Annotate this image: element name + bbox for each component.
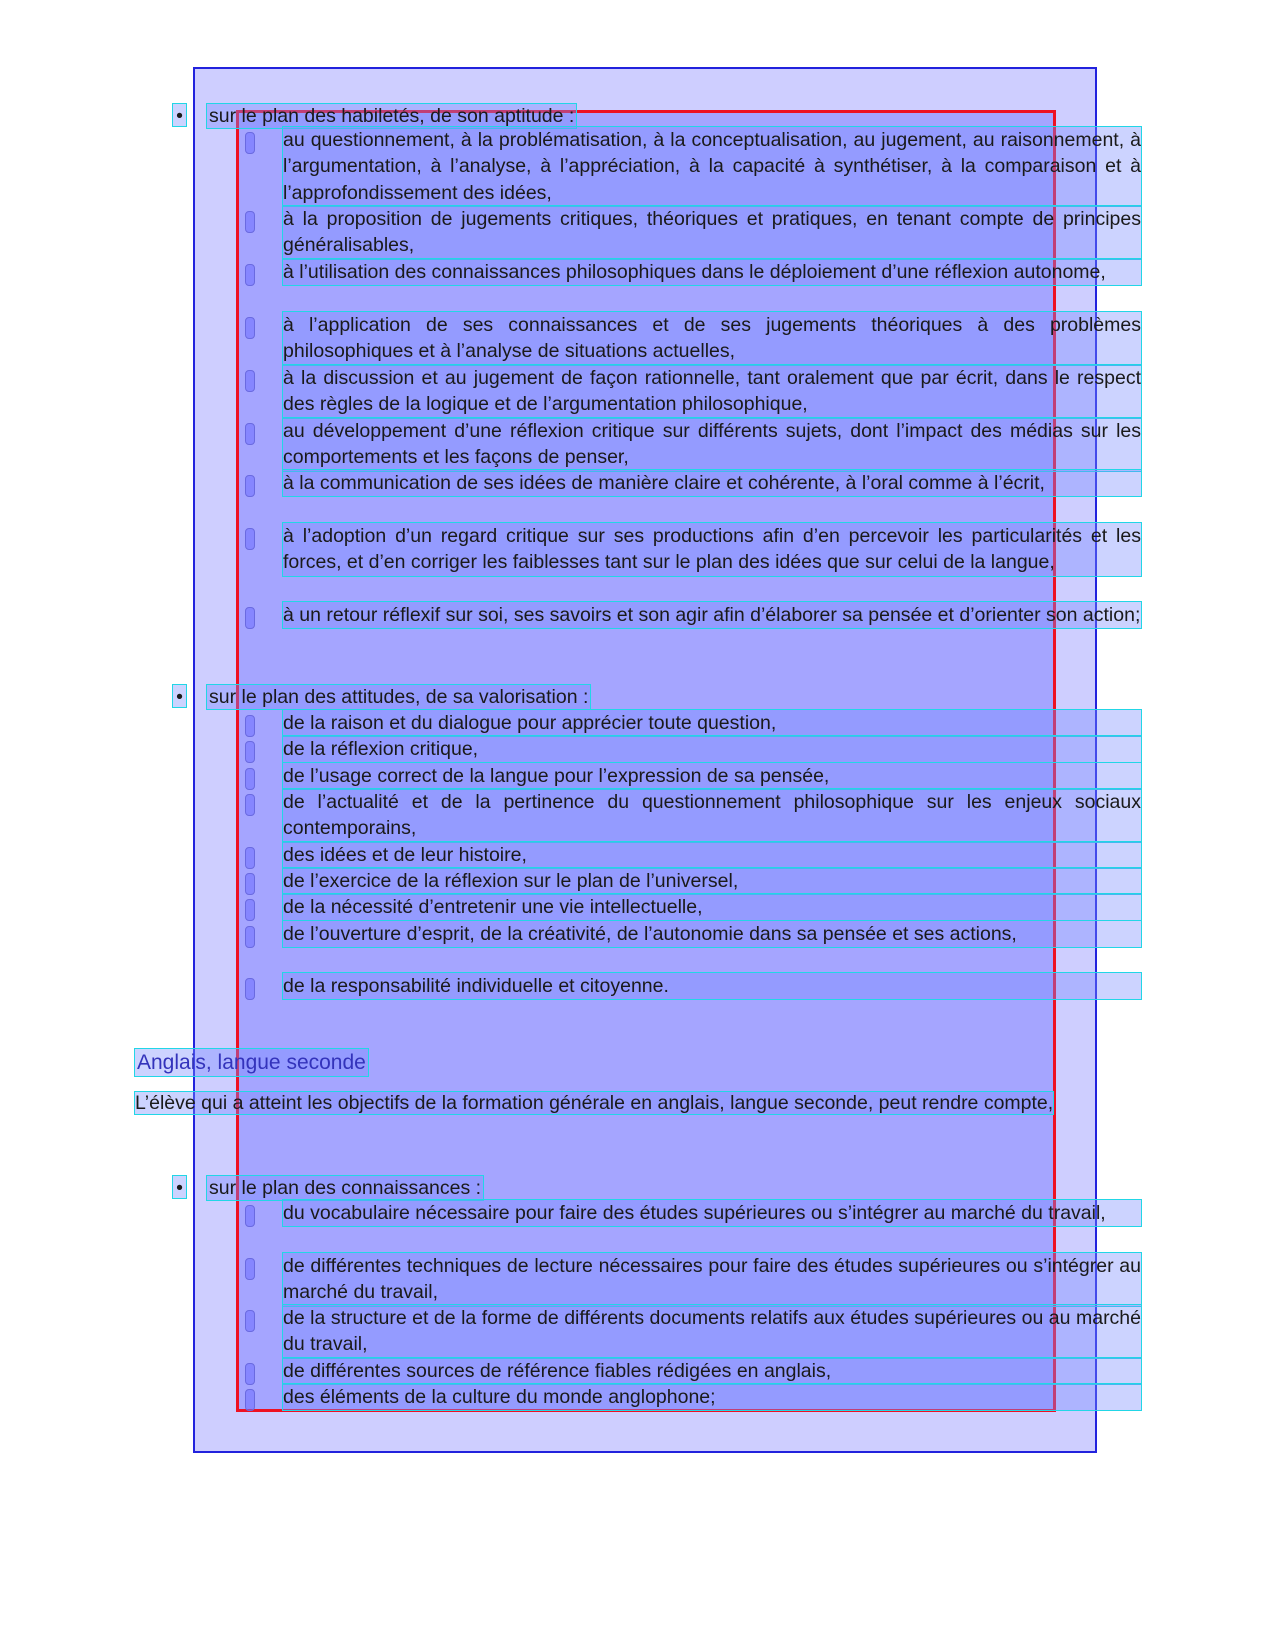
bullet-circle-icon (245, 1363, 255, 1385)
list-item: de la raison et du dialogue pour apprécier toute question, (283, 710, 1141, 736)
bullet-circle-icon (245, 528, 255, 550)
section-habiletes (173, 104, 1086, 128)
bullet-circle-icon (245, 847, 255, 869)
section-label: sur le plan des connaissances : (209, 1177, 482, 1199)
bullet-circle-icon (245, 1258, 255, 1280)
bullet-dot-icon: • (173, 1176, 186, 1198)
bullet-circle-icon (245, 317, 255, 339)
list-item: de l’exercice de la réflexion sur le plan de l’universel, (283, 868, 1141, 894)
list-item: à la discussion et au jugement de façon rationnelle, tant oralement que par écrit, dans le respect des règles de la logique et de l’argumentation philosophique, (283, 365, 1141, 418)
section-label: sur le plan des habiletés, de son aptitude : (209, 105, 575, 127)
list-item: du vocabulaire nécessaire pour faire des études supérieures ou s’intégrer au marché du travail, (283, 1200, 1141, 1226)
bullet-circle-icon (245, 1310, 255, 1332)
bullet-circle-icon (245, 926, 255, 948)
list-item: à l’application de ses connaissances et de ses jugements théoriques à des problèmes philosophiques et à l’analyse de situations actuelles, (283, 312, 1141, 365)
bullet-circle-icon (245, 423, 255, 445)
intro-paragraph: L’élève qui a atteint les objectifs de la formation générale en anglais, langue seconde, peut rendre compte, (135, 1092, 1054, 1114)
list-item: de la responsabilité individuelle et citoyenne. (283, 973, 1141, 999)
bullet-circle-icon (245, 715, 255, 737)
section-attitudes (173, 685, 1086, 709)
bullet-circle-icon (245, 899, 255, 921)
bullet-circle-icon (245, 264, 255, 286)
list-item: de l’actualité et de la pertinence du questionnement philosophique sur les enjeux sociaux contemporains, (283, 789, 1141, 842)
list-item: à la proposition de jugements critiques, théoriques et pratiques, en tenant compte de principes généralisables, (283, 206, 1141, 259)
list-item: au questionnement, à la problématisation, à la conceptualisation, au jugement, au raisonnement, à l’argumentation, à l’analyse, à l’appréciation, à la capacité à synthétiser, à la comparaison et à l’approfondissement des idées, (283, 127, 1141, 206)
list-item: de différentes techniques de lecture nécessaires pour faire des études supérieures ou s’intégrer au marché du travail, (283, 1253, 1141, 1306)
list-item: des idées et de leur histoire, (283, 842, 1141, 868)
list-item: à la communication de ses idées de manière claire et cohérente, à l’oral comme à l’écrit, (283, 470, 1141, 496)
list-item: de la réflexion critique, (283, 736, 1141, 762)
bullet-circle-icon (245, 978, 255, 1000)
list-item: de la nécessité d’entretenir une vie intellectuelle, (283, 894, 1141, 920)
bullet-dot-icon: • (173, 685, 186, 707)
section-label: sur le plan des attitudes, de sa valorisation : (209, 686, 589, 708)
bullet-dot-icon: • (173, 104, 186, 126)
list-item: de la structure et de la forme de différents documents relatifs aux études supérieures ou au marché du travail, (283, 1305, 1141, 1358)
bullet-circle-icon (245, 607, 255, 629)
list-item: de l’ouverture d’esprit, de la créativité, de l’autonomie dans sa pensée et ses actions, (283, 921, 1141, 947)
bullet-circle-icon (245, 475, 255, 497)
bullet-circle-icon (245, 873, 255, 895)
list-item: à un retour réflexif sur soi, ses savoirs et son agir afin d’élaborer sa pensée et d’orienter son action; (283, 602, 1141, 628)
list-item: à l’utilisation des connaissances philosophiques dans le déploiement d’une réflexion autonome, (283, 259, 1141, 285)
bullet-circle-icon (245, 741, 255, 763)
bullet-circle-icon (245, 1389, 255, 1411)
list-item: au développement d’une réflexion critique sur différents sujets, dont l’impact des médias sur les comportements et les façons de penser, (283, 418, 1141, 471)
bullet-circle-icon (245, 768, 255, 790)
section-connaissances (173, 1176, 1086, 1200)
bullet-circle-icon (245, 1205, 255, 1227)
list-item: de différentes sources de référence fiables rédigées en anglais, (283, 1358, 1141, 1384)
bullet-circle-icon (245, 794, 255, 816)
bullet-circle-icon (245, 211, 255, 233)
section-heading: Anglais, langue seconde (137, 1051, 366, 1074)
bullet-circle-icon (245, 370, 255, 392)
bullet-circle-icon (245, 132, 255, 154)
list-item: à l’adoption d’un regard critique sur ses productions afin d’en percevoir les particularités et les forces, et d’en corriger les faiblesses tant sur le plan des idées que sur celui de la langue, (283, 523, 1141, 576)
list-item: des éléments de la culture du monde anglophone; (283, 1384, 1141, 1410)
list-item: de l’usage correct de la langue pour l’expression de sa pensée, (283, 763, 1141, 789)
